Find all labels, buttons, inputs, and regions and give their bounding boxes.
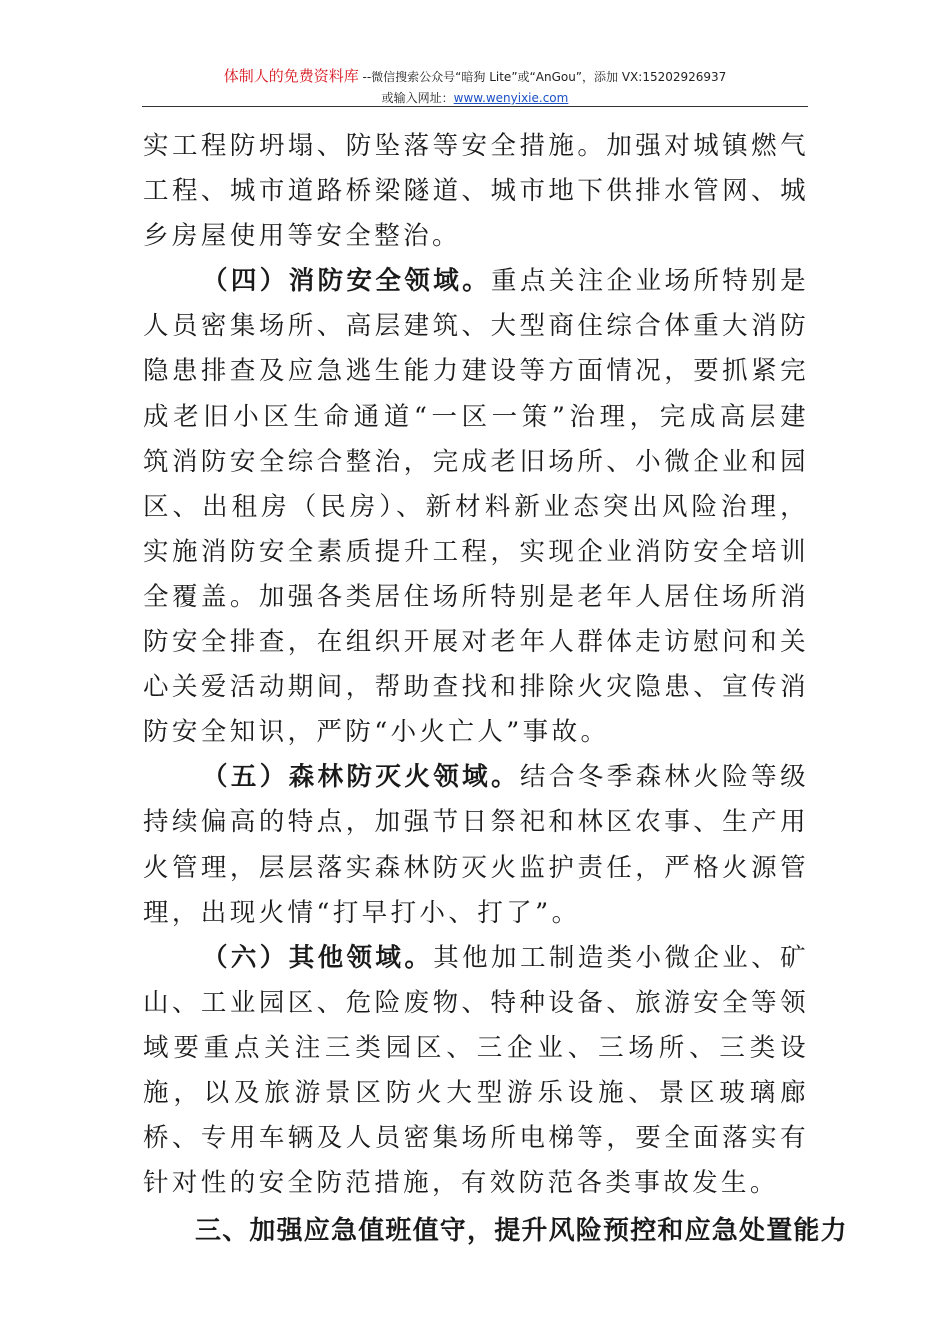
page-header	[0, 66, 950, 108]
paragraph-continuation	[143, 124, 809, 259]
document-body	[143, 124, 848, 1254]
paragraph-text: 结合冬季森林火险等级持续偏高的特点，加强节日祭祀和林区农事、生产用火管理，层层落实森林防灭火监护责任，严格火源管理，出现火情“打早打小、打了”。	[143, 762, 809, 928]
paragraph-text: 实工程防坍塌、防坠落等安全措施。加强对城镇燃气工程、城市道路桥梁隧道、城市地下供排水管网、城乡房屋使用等安全整治。	[143, 131, 809, 252]
header-banner	[0, 66, 950, 88]
paragraph-text: 重点关注企业场所特别是人员密集场所、高层建筑、大型商住综合体重大消防隐患排查及应急逃生能力建设等方面情况，要抓紧完成老旧小区生命通道“一区一策”治理，完成高层建筑消防安全综合整治，完成老旧场所、小微企业和园区、出租房（民房）、新材料新业态突出风险治理，实施消防安全素质提升工程，实现企业消防安全培训全覆盖。加强各类居住场所特别是老年人居住场所消防安全排查，在组织开展对老年人群体走访慰问和关心关爱活动期间，帮助查找和排除火灾隐患、宣传消防安全知识，严防“小火亡人”事故。	[143, 266, 809, 748]
paragraph-heading: （六）其他领域。	[202, 942, 434, 973]
paragraph-forest-fire	[143, 755, 809, 935]
header-url-line	[0, 88, 950, 108]
paragraph-heading: （五）森林防灭火领域。	[202, 762, 520, 793]
header-url-prefix: 或输入网址：	[381, 91, 454, 105]
header-divider	[142, 106, 808, 107]
header-brand: 体制人的免费资料库	[223, 67, 359, 85]
header-note: --微信搜索公众号“暗狗 Lite”或“AnGou”，添加 VX:15202926937	[358, 70, 727, 84]
paragraph-fire-safety	[143, 259, 809, 755]
section-heading: 三、加强应急值班值守，提升风险预控和应急处置能力	[195, 1216, 848, 1247]
paragraph-heading: （四）消防安全领域。	[202, 266, 492, 297]
paragraph-other-fields	[143, 936, 809, 1207]
paragraph-text: 其他加工制造类小微企业、矿山、工业园区、危险废物、特种设备、旅游安全等领域要重点关注三类园区、三企业、三场所、三类设施，以及旅游景区防火大型游乐设施、景区玻璃廊桥、专用车辆及人员密集场所电梯等，要全面落实有针对性的安全防范措施，有效防范各类事故发生。	[143, 942, 810, 1199]
header-url-link[interactable]: www.wenyixie.com	[453, 91, 569, 105]
